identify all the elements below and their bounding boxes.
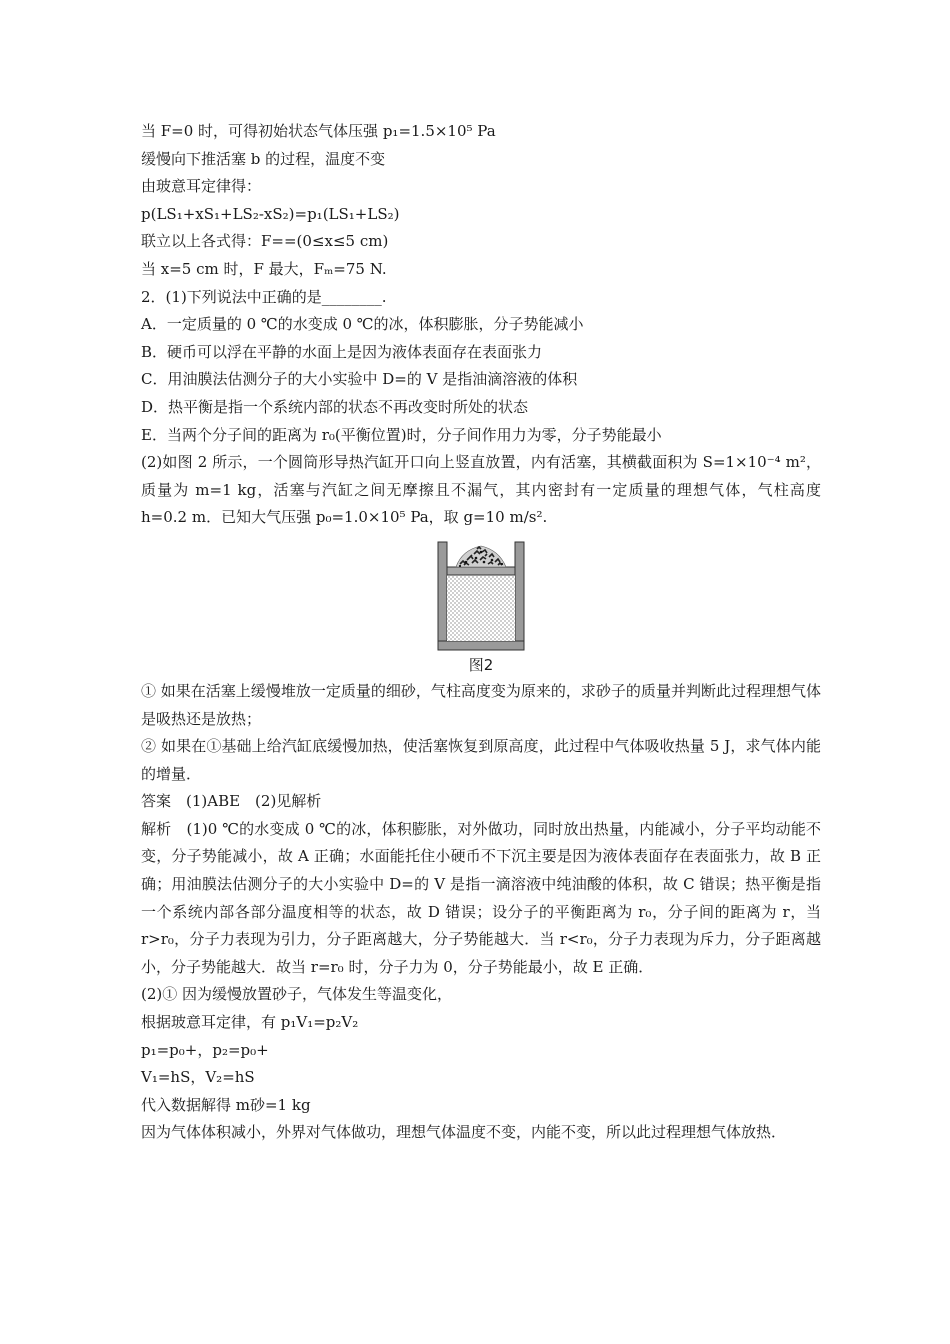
option-a: A．一定质量的 0 ℃的水变成 0 ℃的冰，体积膨胀，分子势能减小 <box>141 315 584 334</box>
figure-caption: 图2 <box>468 655 494 674</box>
cylinder-right-wall <box>515 542 524 650</box>
piston <box>447 567 515 575</box>
cylinder-diagram <box>436 540 526 652</box>
gas-region <box>447 575 515 641</box>
cylinder-bottom <box>438 641 524 650</box>
equation-line: p(LS₁+xS₁+LS₂-xS₂)=p₁(LS₁+LS₂) <box>141 204 400 223</box>
sand-pile <box>456 546 506 567</box>
text-line: 当 F=0 时，可得初始状态气体压强 p₁=1.5×10⁵ Pa <box>141 122 496 140</box>
option-b: B．硬币可以浮在平静的水面上是因为液体表面存在表面张力 <box>141 342 543 361</box>
solution-line: p₁=p₀+，p₂=p₀+ <box>141 1040 269 1059</box>
solution-line: V₁=hS，V₂=hS <box>141 1068 255 1087</box>
option-c: C．用油膜法估测分子的大小实验中 D=的 V 是指油滴溶液的体积 <box>141 370 578 389</box>
document-body <box>141 118 821 1147</box>
sub-question-1: ① 如果在活塞上缓慢堆放一定质量的细砂，气柱高度变为原来的，求砂子的质量并判断此过程理想气体是吸热还是放热； <box>141 681 821 728</box>
sub-question-2: ② 如果在①基础上给汽缸底缓慢加热，使活塞恢复到原高度，此过程中气体吸收热量 5 J，求气体内能的增量． <box>141 737 821 783</box>
question-title: 2．(1)下列说法中正确的是________. <box>141 287 387 306</box>
solution-line: 代入数据解得 m砂=1 kg <box>141 1095 311 1114</box>
option-e: E．当两个分子间的距离为 r₀(平衡位置)时，分子间作用力为零，分子势能最小 <box>141 425 662 444</box>
answer-line: 答案 (1)ABE (2)见解析 <box>141 792 322 811</box>
cylinder-left-wall <box>438 542 447 650</box>
solution-line: (2)① 因为缓慢放置砂子，气体发生等温变化， <box>141 985 453 1004</box>
solution-line: 根据玻意耳定律，有 p₁V₁=p₂V₂ <box>141 1013 359 1032</box>
conclusion-paragraph: 因为气体体积减小，外界对气体做功，理想气体温度不变，内能不变，所以此过程理想气体放热． <box>141 1123 787 1142</box>
text-line: 缓慢向下推活塞 b 的过程，温度不变 <box>141 149 386 168</box>
text-line: 由玻意耳定律得： <box>141 177 262 196</box>
question-2-part-2: (2)如图 2 所示，一个圆筒形导热汽缸开口向上竖直放置，内有活塞，其横截面积为 S=1×10⁻⁴ m²，质量为 m=1 kg，活塞与汽缸之间无摩擦且不漏气，其内密封有一定质量的理想气体，气柱高度 h=0.2 m．已知大气压强 p₀=1.0×10⁵ Pa，取 g=10 m/s². <box>141 453 821 527</box>
analysis-paragraph: 解析 (1)0 ℃的水变成 0 ℃的冰，体积膨胀，对外做功，同时放出热量，内能减小，分子平均动能不变，分子势能减小，故 A 正确；水面能托住小硬币不下沉主要是因为液体表面存在表面张力，故 B 正确；用油膜法估测分子的大小实验中 D=的 V 是指一滴溶液中纯油酸的体积，故 C 错误；热平衡是指一个系统内部各部分温度相等的状态，故 D 错误；设分子的平衡距离为 r₀，分子间的距离为 r，当 r>r₀，分子力表现为引力，分子距离越大，分子势能越大．当 r<r₀，分子力表现为斥力，分子距离越小，分子势能越大．故当 r=r₀ 时，分子力为 0，分子势能最小，故 E 正确． <box>141 819 821 976</box>
figure-2 <box>141 540 821 678</box>
text-line: 联立以上各式得：F==(0≤x≤5 cm) <box>141 232 389 251</box>
text-line: 当 x=5 cm 时，F 最大，Fₘ=75 N. <box>141 259 387 278</box>
option-d: D．热平衡是指一个系统内部的状态不再改变时所处的状态 <box>141 397 529 416</box>
